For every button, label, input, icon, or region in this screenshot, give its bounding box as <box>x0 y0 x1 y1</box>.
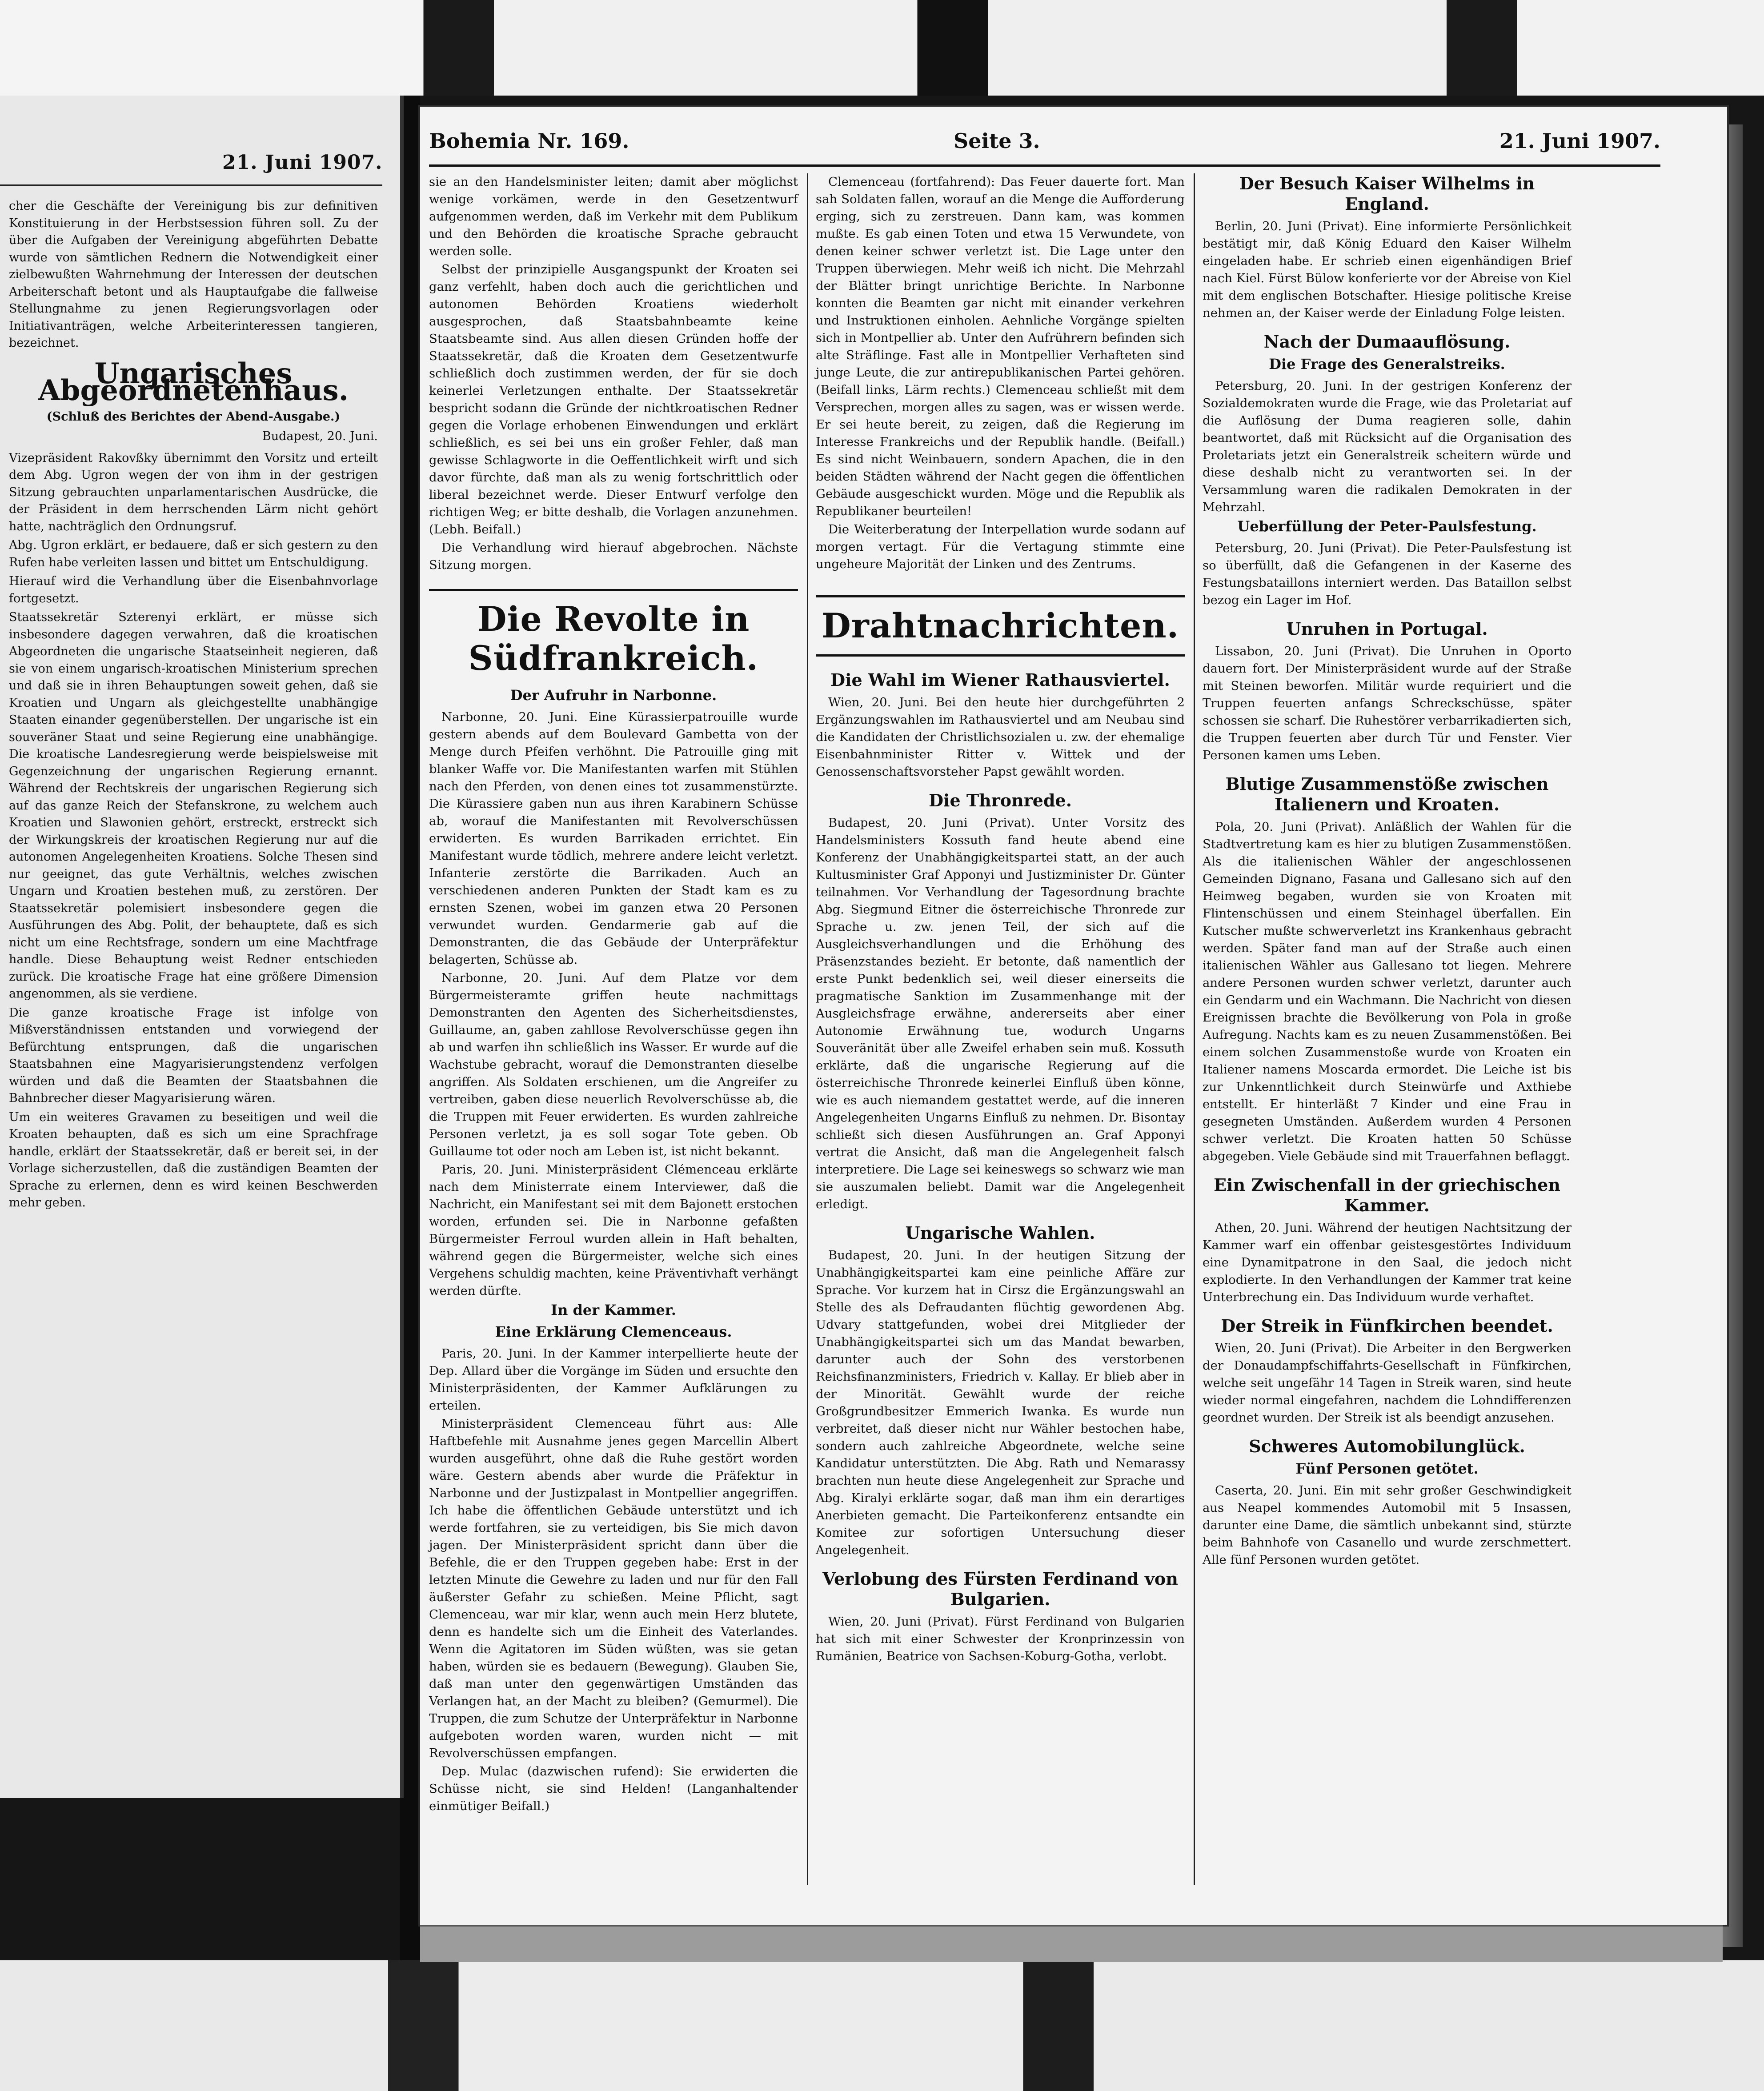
subheading: Fünf Personen getötet. <box>1295 1460 1479 1477</box>
headline-revolte: Die Revolte in Südfrankreich. <box>429 589 798 678</box>
subheading: Die Wahl im Wiener Rathausviertel. <box>830 670 1170 690</box>
left-page-rule <box>0 184 382 186</box>
article-text: Dep. Mulac (dazwischen rufend): Sie erwiderten die Schüsse nicht, sie sind Helden! (Langanhaltender einmütiger Beifall.) <box>429 1764 798 1813</box>
newspaper-page <box>420 107 1727 1925</box>
left-page-date: 21. Juni 1907. <box>222 151 383 174</box>
article-text: Narbonne, 20. Juni. Eine Kürassierpatrouille wurde gestern abends auf dem Boulevard Gambetta von der Menge durch Pfeifen verhöhnt. Die Patrouille ging mit blanker Waffe vor. Die Manifestanten warfen mit Stühlen nach den Pferden, von denen eines tot zusammenstürzte. Die Kürassiere gaben nun aus ihren Karabinern Schüsse ab, worauf die Manifestanten mit Revolverschüssen erwiderten. Es wurden Barrikaden errichtet. Ein Manifestant wurde tödlich, mehrere andere leicht verletzt. Infanterie zerstörte die Barrikaden. Auch an verschiedenen anderen Punkten der Stadt kam es zu ernsten Szenen, wobei im ganzen etwa 20 Personen verwundet wurden. Gendarmerie gab auf die Demonstranten, die das Gebäude der Unterpräfektur belagerten, Schüsse ab. <box>429 710 798 967</box>
masthead <box>420 124 1727 160</box>
column-1 <box>429 173 798 1816</box>
article-text: Ministerpräsident Clemenceau führt aus: Alle Haftbefehle mit Ausnahme jenes gegen Marcellin Albert wurden ausgeführt, ohne daß die Ruhe gestört worden wäre. Gestern abends aber wurde die Präfektur in Narbonne und der Justizpalast in Montpellier angegriffen. Ich habe die öffentlichen Gebäude unterstützt und ich werde fortfahren, sie zu verteidigen, bis Sie mich davon jagen. Der Ministerpräsident spricht dann über die Befehle, die er den Truppen gegeben habe: Erst in der letzten Minute die Gewehre zu laden und nur für den Fall äußerster Gefahr zu schießen. Meine Pflicht, sagt Clemenceau, war mir klar, wenn auch mein Herz blutete, denn es handelte sich um die Einheit des Vaterlandes. Wenn die Agitatoren im Süden wüßten, was sie getan haben, würden sie es bedauern (Bewegung). Glauben Sie, daß man unter den gegenwärtigen Umständen das Verlangen hat, an der Macht zu bleiben? (Gemurmel). Die Truppen, die zum Schutze der Unterpräfektur in Narbonne aufgeboten worden waren, wurden nicht — mit Revolverschüssen empfangen. <box>429 1417 798 1760</box>
left-paragraph: Die ganze kroatische Frage ist infolge von Mißverständnissen entstanden und vorwiegend der Befürchtung entsprungen, daß die ungarischen Staatsbahnen eine Magyarisierungstendenz verfolgen würden und daß die Beamten der Staatsbahnen die Bahnbrecher dieser Magyarisierung wären. <box>9 1005 378 1105</box>
article-text: Athen, 20. Juni. Während der heutigen Nachtsitzung der Kammer warf ein offenbar geistesgestörtes Individuum eine Dynamitpatrone in den Saal, die jedoch nicht explodierte. In den Verhandlungen der Kammer trat keine Unterbrechung ein. Das Individuum wurde verhaftet. <box>1203 1221 1572 1304</box>
article-text: Petersburg, 20. Juni (Privat). Die Peter-Paulsfestung ist so überfüllt, daß die Gefangenen in der Kaserne des Festungsbataillons interniert werden. Das Bataillon selbst bezog ein Lager im Hof. <box>1203 541 1572 607</box>
article-text: Clemenceau (fortfahrend): Das Feuer dauerte fort. Man sah Soldaten fallen, worauf an die Menge die Aufforderung erging, sich zu zerstreuen. Dann kam, was kommen mußte. Es gab einen Toten und etwa 15 Verwundete, von denen keiner schwer verletzt ist. Die Lage unter den Truppen überwiegen. Mehr weiß ich nicht. Die Mehrzahl der Blätter bringt unrichtige Berichte. In Narbonne konnten die Beamten gar nicht mit einander verkehren und Instruktionen einholen. Aehnliche Vorgänge spielten sich in Montpellier ab. Unter den Aufrührern befinden sich alte Sträflinge. Fast alle in Montpellier Verhafteten sind junge Leute, die zur antirepublikanischen Partei gehören. (Beifall links, Lärm rechts.) Clemenceau schließt mit dem Versprechen, morgen alles zu sagen, was er wissen werde. Er sei heute bereit, zu zeigen, daß die Regierung im Interesse Frankreichs und der Republik handle. (Beifall.) Es sind nicht Weinbauern, sondern Apachen, die in den beiden Städten während der Nacht gegen die öffentlichen Gebäude ausgeschickt wurden. Möge und die Republik als Republikaner beurteilen! <box>816 175 1185 518</box>
subheading: Der Besuch Kaiser Wilhelms in England. <box>1239 173 1535 214</box>
left-section-title: Ungarisches Abgeordnetenhaus. <box>38 357 349 407</box>
left-intro-text: cher die Geschäfte der Vereinigung bis zur definitiven Konstituierung in der Herbstsession führen soll. Zu der über die Aufgaben der Vereinigung abgeführten Debatte wurde von sämtlichen Rednern die Notwendigkeit einer zielbewußten Wahrnehmung der Interessen der deutschen Arbeiterschaft betont und als Hauptaufgabe die fallweise Stellungnahme zu jenen Regierungsvorlagen oder Initiativanträgen, welche Arbeiterinteressen tangieren, bezeichnet. <box>9 199 378 350</box>
subheading: Blutige Zusammenstöße zwischen Italienern und Kroaten. <box>1225 774 1549 814</box>
article-text: Paris, 20. Juni. Ministerpräsident Clémenceau erklärte nach dem Ministerrate einem Interviewer, daß die Nachricht, ein Manifestant sei mit dem Bajonett erstochen worden, erfunden sei. Die in Narbonne gefaßten Bürgermeister Ferroul wurden allein in Haft behalten, während gegen die Bürgermeister, welche sich eines Vergehens schuldig machten, keine Präventivhaft verhängt werden dürfte. <box>429 1162 798 1298</box>
subheading: Der Aufruhr in Narbonne. <box>510 687 717 704</box>
subheading: In der Kammer. <box>551 1302 676 1318</box>
article-text: Wien, 20. Juni (Privat). Die Arbeiter in den Bergwerken der Donaudampfschiffahrts-Gesellschaft in Fünfkirchen, welche seit ungefähr 14 Tagen in Streik waren, sind heute wieder normal eingefahren, nachdem die Lohndifferenzen geordnet wurden. Der Streik ist als beendigt anzusehen. <box>1203 1341 1572 1425</box>
column-3 <box>1203 173 1572 1570</box>
article-text: Die Weiterberatung der Interpellation wurde sodann auf morgen vertagt. Für die Vertagung stimmte eine ungeheure Majorität der Linken und des Zentrums. <box>816 522 1185 571</box>
background-bottom-band <box>0 1960 1764 2091</box>
article-text: Pola, 20. Juni (Privat). Anläßlich der Wahlen für die Stadtvertretung kam es hier zu blutigen Zusammenstößen. Als die italienischen Wähler der angeschlossenen Gemeinden Dignano, Fasana und Gallesano sich auf den Heimweg begaben, wurden sie von Kroaten mit Flintenschüssen und einem Steinhagel überfallen. Ein Kutscher mußte schwerverletzt ins Krankenhaus gebracht werden. Später fand man auf der Straße auch einen italienischen Wähler aus Gallesano tot liegen. Mehrere andere Personen wurden schwer verletzt, darunter auch ein Gendarm und ein Wachmann. Die Nachricht von diesen Ereignissen brachte die Bevölkerung von Pola in große Aufregung. Nachts kam es zu neuen Zusammenstößen. Bei einem solchen Zusammenstoße wurde von Kroaten ein Italiener namens Moscarda ermordet. Die Leiche ist bis zur Unkenntlichkeit durch Steinwürfe und Axthiebe entstellt. Er hinterläßt 7 Kinder und eine Frau in gesegneten Umständen. Außerdem wurden 4 Personen schwer verletzt. Die Kroaten hatten 50 Schüsse abgegeben. Viele Gebäude sind mit Trauerfahnen beflaggt. <box>1203 820 1572 1163</box>
masthead-page-number: Seite 3. <box>954 129 1040 153</box>
article-text: Wien, 20. Juni (Privat). Fürst Ferdinand von Bulgarien hat sich mit einer Schwester der Kronprinzessin von Rumänien, Beatrice von Sachsen-Koburg-Gotha, verlobt. <box>816 1614 1185 1663</box>
subheading: Nach der Dumaauflösung. <box>1263 332 1511 352</box>
left-paragraph: Vizepräsident Rakovßky übernimmt den Vorsitz und erteilt dem Abg. Ugron wegen der von ihm in der gestrigen Sitzung gebrauchten unparlamentarischen Ausdrücke, die der Präsident in dem herrschenden Lärm nicht gehört hatte, nachträglich den Ordnungsruf. <box>9 451 378 533</box>
article-text: Paris, 20. Juni. In der Kammer interpellierte heute der Dep. Allard über die Vorgänge im Süden und ersuchte den Ministerpräsidenten, der Kammer Aufklärungen zu erteilen. <box>429 1346 798 1413</box>
article-text: Budapest, 20. Juni. In der heutigen Sitzung der Unabhängigkeitspartei kam eine peinliche Affäre zur Sprache. Vor kurzem hat in Cirsz die Ergänzungswahl an Stelle des als Defraudanten flüchtig gewordenen Abg. Udvary stattgefunden, wobei drei Mitglieder der Unabhängigkeitspartei sich um das Mandat bewarben, darunter auch der Sohn des verstorbenen Reichsfinanzministers, Friedrich v. Kallay. Er blieb aber in der Minorität. Gewählt wurde der reiche Großgrundbesitzer Emmerich Iwanka. Es wurde nun verbreitet, daß dieser nicht nur Wähler bestochen habe, sondern auch zahlreiche Abgeordnete, welche seine Kandidatur unterstützten. Die Abg. Rath und Nemarassy brachten nun heute diese Angelegenheit zur Sprache und Abg. Kiralyi erklärte sogar, daß man ihm ein derartiges Anerbieten gemacht. Die Parteikonferenz entsandte ein Komitee zur sofortigen Untersuchung dieser Angelegenheit. <box>816 1248 1185 1557</box>
masthead-date: 21. Juni 1907. <box>1499 129 1660 153</box>
subheading: Schweres Automobilunglück. <box>1249 1436 1525 1456</box>
drahtnachrichten-banner <box>816 595 1185 657</box>
subheading: Ein Zwischenfall in der griechischen Kammer. <box>1214 1175 1560 1215</box>
article-text: Die Verhandlung wird hierauf abgebrochen. Nächste Sitzung morgen. <box>429 541 798 572</box>
article-text: Narbonne, 20. Juni. Auf dem Platze vor dem Bürgermeisteramte griffen heute nachmittags Demonstranten den Agenten des Sicherheitsdienstes, Guillaume, an, gaben zahllose Revolverschüsse gegen ihn ab und warfen ihn schließlich ins Wasser. Er wurde auf die Wachstube gebracht, worauf die Demonstranten dieselbe angriffen. Als Soldaten erschienen, um die Angreifer zu vertreiben, gaben diese neuerlich Revolverschüsse ab, die die Truppen mit Feuer erwiderten. Es wurden zahlreiche Personen verletzt, ja es soll sogar Tote geben. Ob Guillaume tot oder noch am Leben ist, ist nicht bekannt. <box>429 971 798 1158</box>
article-text: Selbst der prinzipielle Ausgangspunkt der Kroaten sei ganz verfehlt, haben doch auch die gerichtlichen und autonomen Behörden Kroatiens wiederholt ausgesprochen, daß Staatsbahnbeamte keine Staatsbeamte sind. Aus allen diesen Gründen hoffe der Staatssekretär, daß die Kroaten dem Gesetzentwurfe schließlich doch zustimmen werden, der für sie doch keinerlei Verletzungen enthalte. Der Staatssekretär bespricht sodann die Gründe der nichtkroatischen Redner gegen die Vorlage erhobenen Einwendungen und erklärt schließlich, es sei bei uns ein großer Fehler, daß man gewisse Schlagworte in die Oeffentlichkeit wirft und sich davor fürchte, daß man als zu wenig fortschrittlich oder liberal bezeichnet werde. Dieser Entwurf verfolge den richtigen Weg; er bitte deshalb, die Vorlagen anzunehmen. (Lebh. Beifall.) <box>429 262 798 537</box>
left-paragraph: Um ein weiteres Gravamen zu beseitigen und weil die Kroaten behaupten, daß es sich um eine Sprachfrage handle, erklärt der Staatssekretär, daß er bereit sei, in der Vorlage sicherzustellen, daß die zuständigen Beamten der Sprache zu erlernen, denn es wird keinen Beschwerden mehr geben. <box>9 1110 378 1210</box>
article-text: Caserta, 20. Juni. Ein mit sehr großer Geschwindigkeit aus Neapel kommendes Automobil mit 5 Insassen, darunter eine Dame, die sämtlich unbekannt sind, stürzte beim Bahnhofe von Casanello und wurde zerschmettert. Alle fünf Personen wurden getötet. <box>1203 1483 1572 1567</box>
column-divider <box>1194 173 1195 1885</box>
article-text: Berlin, 20. Juni (Privat). Eine informierte Persönlichkeit bestätigt mir, daß König Eduard den Kaiser Wilhelm eingeladen habe. Er schrieb einen eigenhändigen Brief nach Kiel. Fürst Bülow konferierte vor der Abreise von Kiel mit dem englischen Botschafter. Hiesige politische Kreise nehmen an, der Kaiser werde der Einladung Folge leisten. <box>1203 219 1572 320</box>
subheading: Eine Erklärung Clemenceaus. <box>495 1323 732 1340</box>
page-bottom-edge <box>420 1925 1723 1962</box>
subheading: Ungarische Wahlen. <box>905 1223 1095 1243</box>
article-text: sie an den Handelsminister leiten; damit aber möglichst wenige vorkämen, werde in den Gesetzentwurf aufgenommen werden, daß im Verkehr mit dem Publikum und den Behörden die kroatische Sprache gebraucht werden solle. <box>429 175 798 258</box>
subheading: Unruhen in Portugal. <box>1286 619 1488 639</box>
article-text: Wien, 20. Juni. Bei den heute hier durchgeführten 2 Ergänzungswahlen im Rathausviertel und am Neubau sind die Kandidaten der Christlichsozialen u. zw. der ehemalige Eisenbahnminister Ritter v. Wittek und der Genossenschaftsvorsteher Papst gewählt worden. <box>816 695 1185 779</box>
left-page-column <box>9 198 378 1214</box>
headline-drahtnachrichten: Drahtnachrichten. <box>821 606 1179 645</box>
masthead-rule <box>429 164 1660 167</box>
article-text: Budapest, 20. Juni (Privat). Unter Vorsitz des Handelsministers Kossuth fand heute abend eine Konferenz der Unabhängigkeitspartei statt, an der auch Kultusminister Graf Apponyi und Justizminister Dr. Günter teilnahmen. Vor Verhandlung der Tagesordnung brachte Abg. Siegmund Eitner die österreichische Thronrede zur Sprache u. zw. jenen Teil, der sich auf die Ausgleichsverhandlungen und die Erhöhung des Präsenzstandes bezieht. Er betonte, daß namentlich der erste Punkt bedenklich sei, weil dieser einerseits die pragmatische Sanktion im Zusammenhange mit der Ausgleichsfrage erwähne, andererseits aber einer Autonomie Erwähnung tue, wodurch Ungarns Souveränität über alle Zweifel erhaben sein muß. Kossuth erklärte, daß die ungarische Regierung auf die österreichische Thronrede keinerlei Einfluß üben könne, wie es auch niemandem gestattet werde, auf die inneren Angelegenheiten Ungarns Einfluß zu nehmen. Dr. Bisontay schließt sich diesen Ausführungen an. Graf Apponyi vertrat die Ansicht, daß man die Angelegenheit falsch interpretiere. Die Lage sei keineswegs so schwarz wie man sie auszumalen beliebt. Damit war die Angelegenheit erledigt. <box>816 816 1185 1211</box>
subheading: Verlobung des Fürsten Ferdinand von Bulgarien. <box>822 1569 1178 1609</box>
masthead-issue: Bohemia Nr. 169. <box>429 129 629 153</box>
column-divider <box>807 173 808 1885</box>
column-2 <box>816 173 1185 1666</box>
subheading: Der Streik in Fünfkirchen beendet. <box>1221 1316 1553 1336</box>
left-dateline: Budapest, 20. Juni. <box>262 429 378 443</box>
article-text: Petersburg, 20. Juni. In der gestrigen Konferenz der Sozialdemokraten wurde die Frage, wie das Proletariat auf die Auflösung der Duma reagieren solle, dahin beantwortet, daß mit Rücksicht auf die Organisation des Proletariats jetzt ein Generalstreik scheitern würde und diese deshalb nicht zu verantworten sei. In der Versammlung waren die radikalen Demokraten in der Mehrzahl. <box>1203 379 1572 514</box>
article-text: Lissabon, 20. Juni (Privat). Die Unruhen in Oporto dauern fort. Der Ministerpräsident wurde auf der Straße mit Steinen beworfen. Militär wurde requiriert und die Truppen feuerten anfangs Schreckschüsse, später schossen sie scharf. Die Ruhestörer verbarrikadierten sich, die Truppen feuerten aber durch Tür und Fenster. Vier Personen kamen ums Leben. <box>1203 644 1572 762</box>
subheading: Die Thronrede. <box>929 790 1072 810</box>
background-top-band <box>0 0 1764 96</box>
subheading: Ueberfüllung der Peter-Paulsfestung. <box>1237 518 1537 535</box>
subheading: Die Frage des Generalstreiks. <box>1269 356 1505 373</box>
left-paragraph: Staatssekretär Szterenyi erklärt, er müsse sich insbesondere dagegen verwahren, daß die kroatischen Abgeordneten die ungarische Staatseinheit negieren, daß sie von einem ungarisch-kroatischen Ministerium sprechen und daß sie in ihren Behauptungen soweit gehen, daß sie Kroatien und Ungarn als gleichgestellte unabhängige Staaten einander gegenüberstellen. Der ungarische ist ein souveräner Staat und seine Regierung eine unabhängige. Die kroatische Landesregierung werde beispielsweise mit Gegenzeichnung der ungarischen Regierung ernannt. Während der Rechtskreis der ungarischen Regierung sich auf das ganze Reich der Stefanskrone, zu welchem auch Kroatien und Slawonien gehört, erstreckt, erstreckt sich der Wirkungskreis der kroatischen Regierung nur auf die autonomen Angelegenheiten Kroatiens. Solche Thesen sind nur geeignet, das gute Verhältnis, welches zwischen Ungarn und Kroatien bestehen muß, zu zerstören. Der Staatssekretär polemisiert insbesondere gegen die Ausführungen des Abg. Polit, der behauptete, daß es sich nicht um eine Rechtsfrage, sondern um eine Machtfrage handle. Diese Behauptung weist Redner entschieden zurück. Die kroatische Frage hat eine größere Dimension angenommen, als sie verdiene. <box>9 610 378 1001</box>
left-paragraph: Hierauf wird die Verhandlung über die Eisenbahnvorlage fortgesetzt. <box>9 574 378 605</box>
left-section-subtitle: (Schluß des Berichtes der Abend-Ausgabe.) <box>46 409 341 424</box>
left-page <box>0 96 404 1798</box>
left-paragraph: Abg. Ugron erklärt, er bedauere, daß er sich gestern zu den Rufen habe verleiten lassen und bittet um Entschuldigung. <box>9 538 378 569</box>
